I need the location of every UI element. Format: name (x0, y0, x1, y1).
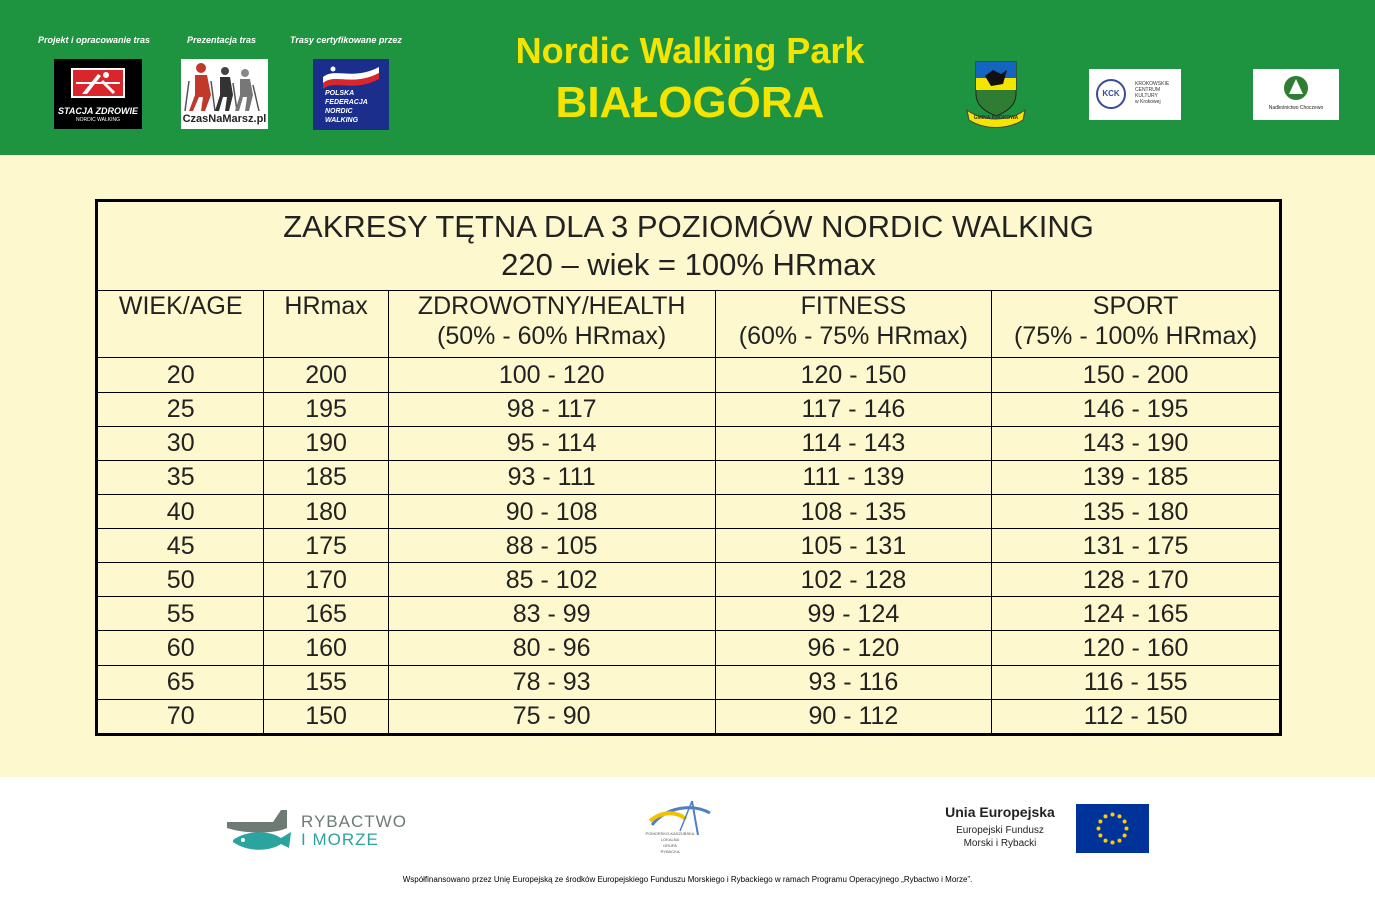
pfnw-line-1: POLSKA (325, 90, 355, 97)
fitness-cell: 114 - 143 (715, 426, 992, 460)
heart-rate-table (95, 199, 1282, 736)
page-subtitle: BIAŁOGÓRA (555, 78, 825, 127)
hrmax-cell: 195 (264, 392, 388, 426)
sport-cell: 112 - 150 (992, 699, 1281, 734)
kck-logo (1089, 69, 1181, 120)
age-cell: 60 (97, 631, 264, 665)
table-row (97, 494, 1281, 528)
table-row (97, 392, 1281, 426)
sport-cell: 128 - 170 (992, 563, 1281, 597)
fitness-cell: 108 - 135 (715, 494, 992, 528)
forest-emblem-icon (1253, 69, 1339, 103)
health-cell: 93 - 111 (388, 460, 715, 494)
sport-cell: 120 - 160 (992, 631, 1281, 665)
stacja-label: STACJA ZDROWIE (58, 106, 138, 116)
pfnw-line-4: WALKING (325, 117, 359, 124)
gmina-label: GMINA KROKOWA (973, 115, 1019, 121)
page-title: Nordic Walking Park (515, 30, 865, 71)
table-row (97, 529, 1281, 563)
sport-cell: 146 - 195 (992, 392, 1281, 426)
eu-text (930, 804, 1070, 850)
design-label: Projekt i opracowanie tras (38, 35, 151, 45)
age-cell: 45 (97, 529, 264, 563)
health-cell: 75 - 90 (388, 699, 715, 734)
table-row (97, 665, 1281, 699)
table-row (97, 597, 1281, 631)
table-row (97, 358, 1281, 392)
hrmax-cell: 180 (264, 494, 388, 528)
age-cell: 70 (97, 699, 264, 734)
column-header: HRmax (264, 291, 388, 358)
fitness-cell: 96 - 120 (715, 631, 992, 665)
eu-title: Unia Europejska (945, 804, 1055, 820)
kck-line-4: w Krokowej (1135, 99, 1161, 105)
age-cell: 30 (97, 426, 264, 460)
table-row (97, 460, 1281, 494)
rybactwo-logo (225, 804, 425, 854)
health-cell: 100 - 120 (388, 358, 715, 392)
stacja-sub-label: NORDIC WALKING (76, 117, 120, 123)
hrmax-cell: 175 (264, 529, 388, 563)
lgr-line-1: POMORSKO-KASZUBSKA (645, 831, 695, 836)
fitness-cell: 111 - 139 (715, 460, 992, 494)
rybactwo-line-2: I MORZE (301, 830, 379, 849)
table-row (97, 631, 1281, 665)
table-caption (97, 201, 1281, 291)
eu-stars-icon (1076, 804, 1149, 853)
caption-line-2: 220 – wiek = 100% HRmax (501, 247, 876, 283)
rybactwo-line-1: RYBACTWO (301, 812, 407, 831)
column-header: SPORT (75% - 100% HRmax) (992, 291, 1281, 358)
hrmax-cell: 200 (264, 358, 388, 392)
hrmax-cell: 150 (264, 699, 388, 734)
eu-line-1: Europejski Fundusz (956, 825, 1044, 836)
hrmax-cell: 170 (264, 563, 388, 597)
cofinancing-note: Współfinansowano przez Unię Europejską ze środków Europejskiego Funduszu Morskiego i Rybackiego w ramach Programu Operacyjnego „Rybactwo i Morze”. (402, 875, 973, 884)
fitness-cell: 120 - 150 (715, 358, 992, 392)
walkers-icon (181, 59, 268, 115)
table-row (97, 699, 1281, 734)
health-cell: 90 - 108 (388, 494, 715, 528)
sport-cell: 143 - 190 (992, 426, 1281, 460)
age-cell: 25 (97, 392, 264, 426)
hrmax-cell: 165 (264, 597, 388, 631)
header-banner (0, 0, 1375, 155)
fitness-cell: 93 - 116 (715, 665, 992, 699)
stacja-zdrowie-logo (54, 59, 142, 129)
kck-line-3: KULTURY (1135, 93, 1158, 99)
sport-cell: 139 - 185 (992, 460, 1281, 494)
kck-abbr: KCK (1102, 89, 1120, 98)
sport-cell: 131 - 175 (992, 529, 1281, 563)
age-cell: 65 (97, 665, 264, 699)
lgr-line-4: RYBACKA (660, 849, 680, 854)
fitness-cell: 117 - 146 (715, 392, 992, 426)
health-cell: 98 - 117 (388, 392, 715, 426)
hrmax-cell: 190 (264, 426, 388, 460)
age-cell: 50 (97, 563, 264, 597)
fitness-cell: 90 - 112 (715, 699, 992, 734)
age-cell: 20 (97, 358, 264, 392)
table-row (97, 563, 1281, 597)
gmina-krokowa-crest (963, 58, 1029, 130)
pfnw-line-2: FEDERACJA (325, 99, 368, 106)
health-cell: 80 - 96 (388, 631, 715, 665)
header-row (97, 291, 1281, 358)
certification-label: Trasy certyfikowane przez (290, 35, 402, 45)
nadlesnictwo-logo (1253, 69, 1339, 120)
column-header: WIEK/AGE (97, 291, 264, 358)
age-cell: 35 (97, 460, 264, 494)
sport-cell: 150 - 200 (992, 358, 1281, 392)
sport-cell: 135 - 180 (992, 494, 1281, 528)
sport-cell: 124 - 165 (992, 597, 1281, 631)
presentation-label: Prezentacja tras (187, 35, 257, 45)
pfnw-logo (313, 59, 389, 130)
czasnamarsz-logo (181, 59, 268, 129)
health-cell: 85 - 102 (388, 563, 715, 597)
caption-line-1: ZAKRESY TĘTNA DLA 3 POZIOMÓW NORDIC WALKING (283, 209, 1094, 245)
hrmax-cell: 155 (264, 665, 388, 699)
table-row (97, 426, 1281, 460)
lgr-line-3: GRUPA (663, 843, 677, 848)
health-cell: 83 - 99 (388, 597, 715, 631)
health-cell: 95 - 114 (388, 426, 715, 460)
footer (0, 777, 1375, 912)
fitness-cell: 105 - 131 (715, 529, 992, 563)
fitness-cell: 99 - 124 (715, 597, 992, 631)
column-header: FITNESS (60% - 75% HRmax) (715, 291, 992, 358)
health-cell: 78 - 93 (388, 665, 715, 699)
eu-flag (1076, 804, 1149, 853)
czasnamarsz-label: CzasNaMarsz.pl (182, 113, 267, 125)
fish-boat-icon (225, 804, 295, 854)
kck-line-1: KROKOWSKIE (1135, 81, 1170, 87)
hrmax-cell: 160 (264, 631, 388, 665)
lgr-logo (640, 797, 722, 863)
nadlesnictwo-label: Nadleśnictwo Choczewo (1268, 105, 1324, 111)
age-cell: 55 (97, 597, 264, 631)
fitness-cell: 102 - 128 (715, 563, 992, 597)
hrmax-cell: 185 (264, 460, 388, 494)
eu-line-2: Morski i Rybacki (963, 838, 1037, 849)
health-cell: 88 - 105 (388, 529, 715, 563)
lgr-line-2: LOKALNA (660, 837, 680, 842)
kck-line-2: CENTRUM (1135, 87, 1160, 93)
sport-cell: 116 - 155 (992, 665, 1281, 699)
age-cell: 40 (97, 494, 264, 528)
caption-row (97, 201, 1281, 291)
column-header: ZDROWOTNY/HEALTH (50% - 60% HRmax) (388, 291, 715, 358)
flag-icon (313, 59, 389, 89)
pfnw-line-3: NORDIC (325, 108, 353, 115)
